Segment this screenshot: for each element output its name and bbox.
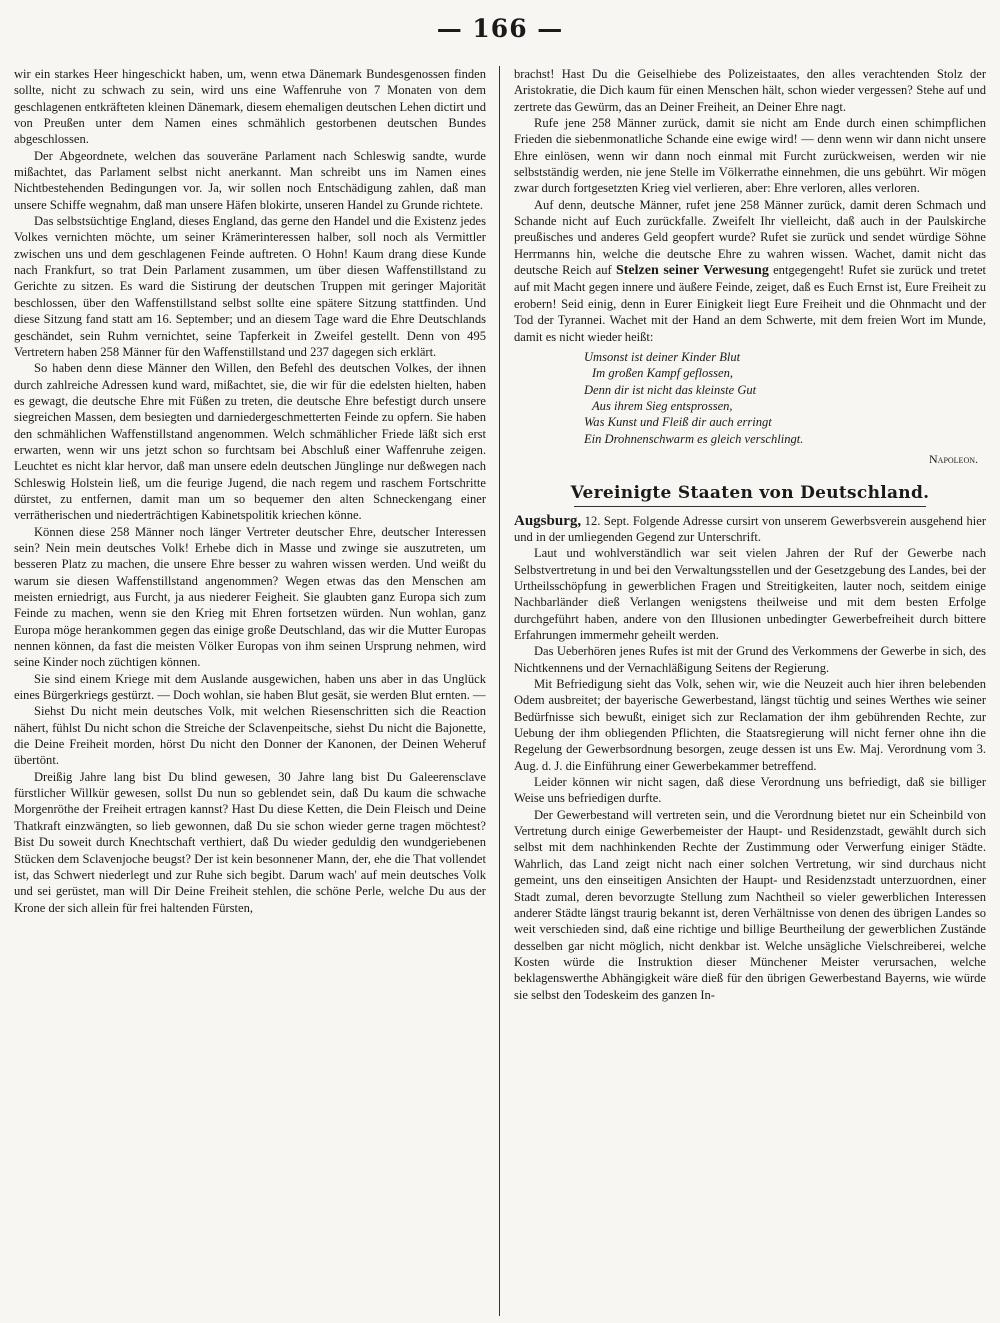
dateline: Augsburg,: [514, 512, 582, 529]
signature: Napoleon.: [929, 451, 978, 466]
paragraph: Der Gewerbestand will vertreten sein, und die Verordnung bietet nur ein Scheinbild von Vertretung durch einige Gewerbemeister der Haupt- und Residenzstadt, gewählt durch sich selbst mit dem nachhinkenden Rechte der Zustimmung oder Verwerfung einiger Städte. Wahrlich, das Land zeigt nicht nach einer solchen Vertretung, wir sind durchaus nicht gemeint, uns den einseitigen Ansichten der Haupt- und Residenzstadt unterzuordnen, einer Stadt zumal, deren bevorzugte Stellung zum Nachtheil so vieler gewerblichen Interessen anderer Städte längst traurig bekannt ist, deren Verhältnisse von denen des übrigen Landes so weit verschieden sind, daß eine richtige und billige Beurtheilung der gewerblichen Zustände desselben gar nicht möglich, nicht denkbar ist. Welche unsägliche Vielschreiberei, welche Kosten würde die Instruktion dieser Münchener Meister verursachen, welche beklagenswerthe Abhängigkeit wäre dieß für den übrigen Gewerbestand Bayerns, wie würde sie selbst den Todeskeim des ganzen In-: [514, 807, 986, 1002]
paragraph: [514, 513, 986, 546]
paragraph: wir ein starkes Heer hingeschickt haben, um, wenn etwa Dänemark Bundesgenossen finden sollte, nicht zu schwach zu sein, wird uns eine Waffenruhe von 7 Monaten von dem geschlagenen entkräfteten kleinen Dänemark, diesem ehemaligen deutschen Lehen dictirt und von Preußen unter dem Namen eines schmählich gestorbenen deutschen Bundes abgeschlossen.: [14, 67, 486, 147]
heading-rule: [574, 506, 926, 507]
poem: [584, 349, 986, 447]
poem-line: Was Kunst und Fleiß dir auch erringt: [584, 415, 772, 430]
paragraph-text: entgegengeht! Rufet sie zurück und tretet auf mit Macht gegen innere und äußere Feinde, zeiget, daß es Euch Ernst ist, Eure Freiheit zu erobern! Seid einig, denn in Eurer Einigkeit liegt Eure Freiheit und die Ohnmacht und der Tod der Tyrannei. Wachet mit der Hand an dem Schwerte, mit dem freien Wort im Munde, damit es nicht wieder heißt:: [514, 263, 987, 344]
paragraph: Der Abgeordnete, welchen das souveräne Parlament nach Schleswig sandte, wurde mißachtet, das Parlament selbst nicht anerkannt. Man schreibt uns im Namen eines Nichtbestehenden Bedingungen vor. Ja, wir sollen noch Entschädigung zahlen, daß man unsere Schiffe wegnahm, daß man unsere Häfen blokirte, unseren Handel zu Grunde richtete.: [14, 148, 486, 212]
paragraph: Das selbstsüchtige England, dieses England, das gerne den Handel und die Existenz jedes Volkes vernichten möchte, um seiner Krämerinteressen halber, soll noch als Vermittler zwischen uns und dem geschlagenen Feinde auftreten. O Hohn! Kaum drang diese Kunde nach Frankfurt, so trat Dein Parlament zusammen, um über diesen Waffenstillstand zu Gerichte zu sitzen. Es ward die Sistirung der deutschen Truppen mit geringer Majorität beschlossen, über den Waffenstillstand selbst sollte eine spätere Sitzung stattfinden. Und diese Sitzung fand statt am 16. September; und an diesem Tage ward die Ehre Deutschlands geschändet, sein Ruhm vernichtet, seine Tapferkeit in Zweifel gestellt. Denn von 495 Vertretern haben 258 Männer für den Waffenstillstand und 237 dagegen sich erklärt.: [14, 214, 486, 359]
poem-line: Denn dir ist nicht das kleinste Gut: [584, 382, 757, 397]
paragraph: So haben denn diese Männer den Willen, den Befehl des deutschen Volkes, der ihnen durch zahlreiche Adressen kund ward, mißachtet, sie, die wir für die edelsten hielten, haben es gewagt, die deutsche Ehre mit Füßen zu treten, die deutsche Ehre befestigt durch unsere siegreichen Massen, dem besiegten und darniedergeschmetterten Feinde zu opfern. Sie haben den schmählichen Waffenstillstand angenommen. Welch schmählicher Friede läßt sich erst erwarten, wenn wir uns jetzt schon so furchtsam bei Abschluß einer Waffenruhe zeigen. Leuchtet es nicht klar hervor, daß man unsere edeln deutschen Jünglinge nur deßwegen nach Schleswig Holstein ließ, um die feurige Jugend, die nach regem und raschem Fortschritte dürstet, zu entfernen, damit man um so bequemer den alten Schneckengang einer verrätherischen und niederträchtigen Kabinetspolitik kriechen könne.: [14, 361, 486, 523]
paragraph: Leider können wir nicht sagen, daß diese Verordnung uns befriedigt, daß sie billiger Weise uns befriedigen durfte.: [514, 775, 986, 806]
paragraph: Siehst Du nicht mein deutsches Volk, mit welchen Riesenschritten sich die Reaction nähert, fühlst Du nicht schon die Streiche der Sclavenpeitsche, siehst Du nicht die Bajonette, die Deine Freiheit morden, hörst Du nicht den Donner der Kanonen, der Deinen Weheruf übertönt.: [14, 704, 486, 768]
paragraph: Das Ueberhören jenes Rufes ist mit der Grund des Verkommens der Gewerbe in sich, des Nichtkennens und der Vernachläßigung Seitens der Regierung.: [514, 644, 986, 675]
column-divider: [499, 66, 500, 1316]
poem-line: Aus ihrem Sieg entsprossen,: [592, 398, 733, 413]
paragraph: Dreißig Jahre lang bist Du blind gewesen, 30 Jahre lang bist Du Galeerensclave fürstlicher Willkür gewesen, sollst Du nun so geblendet sein, daß Du kaum die schwache Morgenröthe der Freiheit ertragen kannst? Hast Du diese Ketten, die Dein Fleisch und Deine Thatkraft einzwängten, so lieb gewonnen, daß Du sie schon wieder gerne tragen möchtest? Bist Du soweit durch Knechtschaft verthiert, daß Du wieder geduldig den wundgeriebenen Stücken dem Sclavenjoche beugst? Der ist kein besonnener Mann, der, ehe die That vollendet ist, das Schwert niederlegt und zur Ruhe sich begibt. Darum wach' auf mein deutsches Volk und sei gerüstet, man will Dir Deine Freiheit stehlen, die schöne Perle, welche Du aus der Krone der sich allein für frei haltenden Fürsten,: [14, 769, 486, 915]
poem-line: Ein Drohnenschwarm es gleich verschlingt.: [584, 431, 804, 446]
paragraph: Mit Befriedigung sieht das Volk, sehen wir, wie die Neuzeit auch hier ihren belebenden Odem ausbreitet; der bayerische Gewerbestand, längst tüchtig und seines Werthes wie seiner Bedürfnisse sich bewußt, einiget sich zur Reclamation der ihm gebührenden Rechte, zur Uebung der ihm obliegenden Pflichten, die Staatsregierung will nicht ferner ohne ihn die Regelung der Gewerbsordnung besorgen, zeuge dessen ist uns Ew. Maj. Verordnung vom 3. Aug. d. J. die Einführung einer Gewerbekammer betreffend.: [514, 677, 986, 773]
paragraph: Können diese 258 Männer noch länger Vertreter deutscher Ehre, deutscher Interessen sein? Nein mein deutsches Volk! Erhebe dich in Masse und zwinge sie auszutreten, um besseren Platz zu machen, die unsere Ehre besser zu wahren wissen werden. Und weißt du warum sie diesen Waffenstillstand angenommen? Wegen etwas das den Menschen am meisten erniedrigt, aus Furcht, ja aus niederer Feigheit. Sie glaubten ganz Europa sich zum Feinde zu machen, wenn sie den Krieg mit Ehren fortsetzen würden. Nun wohlan, ganz Europa möge herankommen gegen das einige große Deutschland, das wir die Mutter Europas nennen können, da fast die meisten Völker Europas von ihm seinen Ursprung nehmen, wird seine Kinder noch züchtigen können.: [14, 524, 486, 670]
paragraph: [514, 197, 986, 345]
left-column: [14, 66, 486, 916]
poem-line: Im großen Kampf geflossen,: [592, 366, 734, 381]
paragraph: brachst! Hast Du die Geiselhiebe des Polizeistaates, den alles verachtenden Stolz der Aristokratie, die Dich kaum für einen Menschen hält, schon wieder vergessen? Stehe auf und zertrete das Gewürm, das an Deiner Freiheit, an Deiner Ehre nagt.: [514, 67, 986, 114]
section-heading: Vereinigte Staaten von Deutschland.: [570, 483, 930, 504]
right-column: [514, 66, 986, 1003]
page-number: — 166 —: [436, 14, 564, 43]
poem-line: Umsonst ist deiner Kinder Blut: [584, 349, 741, 364]
emphasized-phrase: Stelzen seiner Verwesung: [615, 263, 769, 279]
paragraph: Rufe jene 258 Männer zurück, damit sie nicht am Ende durch einen schimpflichen Frieden die siebenmonatliche Schande eine ewige wird! — denn wenn wir dann nicht unsere Ehre einlösen, wenn wir dann noch einmal mit Furcht zurückweisen, werden wir nie selbstständig werden, nie jene Stelle im Völkerrathe einnehmen, die uns gebührt. Wir mögen zwar durch fortgesetzten Krieg viel verlieren, aber: Ehre verloren, alles verloren.: [514, 116, 986, 196]
paragraph-text: Auf denn, deutsche Männer, rufet jene 258 Männer zurück, damit deren Schmach und Schande nicht auf Euch zurückfalle. Zweifelt Ihr vielleicht, daß auch in der Paulskirche preußisches und anderes Geld geopfert wurde? Rufet sie zurück und sendet würdige Söhne Herrmanns hin, welche die deutsche Ehre zu wahren wissen. Wachet, damit nicht das deutsche Reich auf: [514, 197, 986, 278]
paragraph: Sie sind einem Kriege mit dem Auslande ausgewichen, haben uns aber in das Unglück eines Bürgerkriegs gestürzt. — Doch wohlan, sie haben Blut gesät, sie werden Blut ernten. —: [14, 671, 486, 703]
paragraph-text: 12. Sept. Folgende Adresse cursirt von unserem Gewerbsverein ausgehend hier und in der umliegenden Gegend zur Unterschrift.: [514, 513, 986, 544]
paragraph: Laut und wohlverständlich war seit vielen Jahren der Ruf der Gewerbe nach Selbstvertretung in und bei den Verwaltungsstellen und der Gesetzgebung des Landes, bei der Urtheilsschöpfung in gewerblichen Fragen und Streitigkeiten, lauter noch, seitdem einige Nachbarländer dieß Verlangen wenigstens theilweise und mit dem besten Erfolge durchgeführt haben, andere von den Illusionen unbedingter Gewerbefreiheit durch bittere Erfahrungen immermehr geheilt werden.: [514, 546, 986, 642]
